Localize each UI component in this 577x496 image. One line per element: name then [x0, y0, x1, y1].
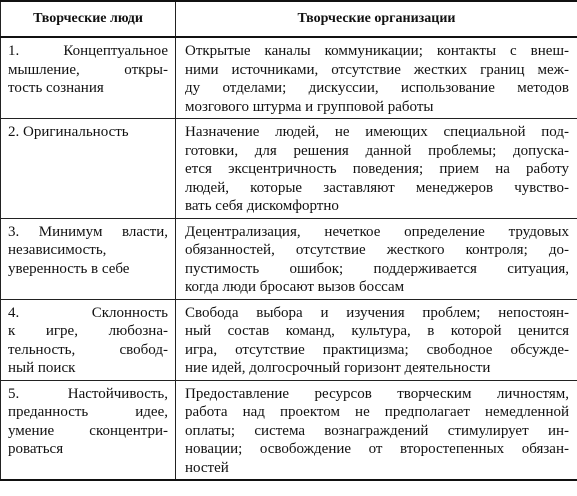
organization-line: новации; освобождение от второстепенных обязан-: [185, 441, 569, 457]
trait-line: тость сознания: [8, 80, 104, 96]
organization-line: обязанностей, отсутствие жесткого контроля; до-: [185, 242, 569, 258]
organization-line: Децентрализация, нечеткое определение трудовых: [185, 223, 569, 240]
trait-line: к игре, любозна-: [8, 323, 168, 339]
trait-line: преданность идее,: [8, 404, 168, 420]
organization-line: Открытые каналы коммуникации; контакты с внеш-: [185, 43, 569, 59]
organization-line: Свобода выбора и изучения проблем; непостоян-: [185, 304, 569, 321]
table-row: [1, 299, 577, 380]
trait-line: 4. Склонность: [8, 304, 168, 321]
organization-line: работа над проектом не предполагает немедленной: [185, 404, 569, 420]
trait-cell: [1, 299, 176, 380]
trait-cell: [1, 119, 176, 219]
table-row: [1, 119, 577, 219]
organization-line: ними источниками, отсутствие жестких границ меж-: [185, 61, 569, 78]
table-row: [1, 37, 577, 119]
table-row: [1, 380, 577, 480]
trait-cell: [1, 380, 176, 480]
trait-line: 2. Оригинальность: [8, 124, 129, 140]
header-row: [1, 1, 577, 37]
trait-line: роваться: [8, 441, 64, 457]
organization-line: когда люди бросают вызов боссам: [185, 279, 405, 295]
table-body: [1, 37, 577, 480]
organization-line: Назначение людей, не имеющих специальной под-: [185, 124, 569, 140]
organization-line: ный состав команд, культура, в которой ценится: [185, 323, 569, 339]
table-header: [1, 1, 577, 37]
trait-line: 3. Минимум власти,: [8, 223, 168, 240]
organization-line: ется эксцентричность поведения; прием на работу: [185, 161, 569, 177]
organization-line: пустимость ошибок; поддерживается ситуация,: [185, 260, 569, 277]
trait-line: уверенность в себе: [8, 260, 130, 277]
trait-line: мышление, откры-: [8, 61, 168, 78]
trait-line: независимость,: [8, 242, 107, 258]
trait-line: умение сконцентри-: [8, 422, 168, 439]
organization-line: Предоставление ресурсов творческим личностям,: [185, 385, 569, 402]
organization-line: ностей: [185, 459, 229, 476]
organization-line: оплаты; система вознаграждений стимулирует ин-: [185, 422, 569, 439]
organization-line: ду отделами; дискуссии, использование методов: [185, 80, 569, 96]
organization-line: людей, которые заставляют менеджеров чувство-: [185, 179, 569, 196]
trait-cell: [1, 37, 176, 119]
organization-line: ние идей, долгосрочный горизонт деятельности: [185, 360, 491, 376]
organization-line: мозгового штурма и групповой работы: [185, 98, 434, 115]
trait-line: ный поиск: [8, 360, 76, 376]
organization-cell: [176, 299, 577, 380]
organization-cell: [176, 218, 577, 299]
organization-line: вать себя дискомфортно: [185, 198, 339, 214]
table-row: [1, 218, 577, 299]
organization-line: готовки, для решения данной проблемы; допуска-: [185, 142, 569, 159]
trait-line: тельность, свобод-: [8, 341, 168, 358]
trait-line: 5. Настойчивость,: [8, 385, 168, 402]
trait-cell: [1, 218, 176, 299]
header-creative-organizations: Творческие организации: [176, 1, 577, 37]
organization-cell: [176, 380, 577, 480]
header-creative-people: Творческие люди: [1, 1, 176, 37]
organization-cell: [176, 119, 577, 219]
organization-cell: [176, 37, 577, 119]
trait-line: 1. Концептуальное: [8, 43, 168, 59]
organization-line: игра, отсутствие практицизма; свободное обсужде-: [185, 341, 569, 358]
